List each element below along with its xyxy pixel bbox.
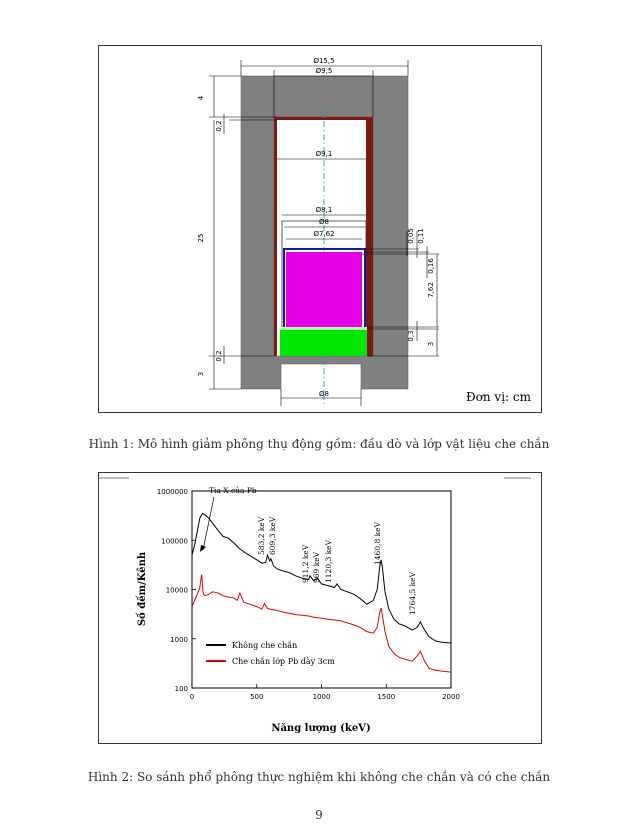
legend-label: Che chắn lớp Pb dày 3cm <box>232 657 335 666</box>
dim-lining: Ø9,1 <box>315 150 333 158</box>
holder-top-strip <box>280 327 367 330</box>
figure-1-caption: Hình 1: Mô hình giảm phông thụ động gồm: đầu dò và lớp vật liệu che chắn <box>88 437 550 451</box>
x-tick-label: 1000 <box>312 693 331 701</box>
x-axis-label: Năng lượng (keV) <box>271 723 371 734</box>
y-tick-label: 1000 <box>170 635 188 644</box>
dim-bottom-liner: 0,2 <box>215 350 223 362</box>
dim-gap3: 0,16 <box>427 258 435 274</box>
dim-top-liner: 0,2 <box>215 120 223 132</box>
dim-bottom-thickness: 3 <box>197 371 205 377</box>
y-tick-label: 10000 <box>165 586 188 595</box>
peak-label: 1764,5 keV <box>408 571 417 615</box>
y-tick-label: 100000 <box>161 537 188 546</box>
unit-label: Đơn vị: cm <box>465 390 531 404</box>
dim-outer: Ø15,5 <box>313 57 335 65</box>
dim-gap2: 0,11 <box>417 228 425 244</box>
peak-label: 1460,8 keV <box>373 521 382 565</box>
figure-2-frame <box>98 472 542 744</box>
dim-crystal-height: 7,62 <box>427 282 435 298</box>
dim-inner-top: Ø9,5 <box>315 67 333 75</box>
peak-label: 1120,3 keV <box>324 539 333 583</box>
crystal-holder <box>280 329 367 356</box>
peak-label: 969 keV <box>312 551 321 583</box>
dim-crystal: Ø7,62 <box>313 230 335 238</box>
dim-holder-gap: 0,3 <box>407 330 415 342</box>
dim-detector: Ø8 <box>319 218 329 226</box>
y-tick-label: 1000000 <box>156 488 188 496</box>
y-axis-label: Số đếm/Kênh <box>137 551 148 627</box>
x-tick-label: 1500 <box>377 693 396 701</box>
peak-label: 583,2 keV <box>257 516 266 555</box>
dim-height: 25 <box>197 233 205 243</box>
x-tick-label: 0 <box>189 693 195 701</box>
page-number: 9 <box>315 808 323 822</box>
peak-label: 911,2 keV <box>301 544 310 583</box>
x-tick-label: 2000 <box>442 693 460 701</box>
annotation-arrowhead <box>200 545 206 552</box>
legend-label: Không che chắn <box>232 641 298 650</box>
dim-holder-height: 3 <box>427 341 435 347</box>
dim-top-thickness: 4 <box>197 95 205 101</box>
dim-bottom-hole: Ø8 <box>319 390 329 398</box>
annotation-pb-xray: Tia X của Pb <box>209 486 257 495</box>
figure-1-frame <box>98 45 542 413</box>
x-tick-label: 500 <box>250 693 264 701</box>
peak-label: 609,3 keV <box>268 516 277 555</box>
spectrum-chart <box>99 473 541 743</box>
dim-gap1: 0,05 <box>407 228 415 244</box>
dim-detector-cap: Ø8,1 <box>315 206 333 214</box>
y-tick-label: 100 <box>174 685 188 693</box>
crystal <box>286 252 362 327</box>
figure-2-caption: Hình 2: So sánh phổ phông thực nghiệm khi không che chắn và có che chắn <box>87 770 551 784</box>
shield-diagram <box>99 46 541 412</box>
